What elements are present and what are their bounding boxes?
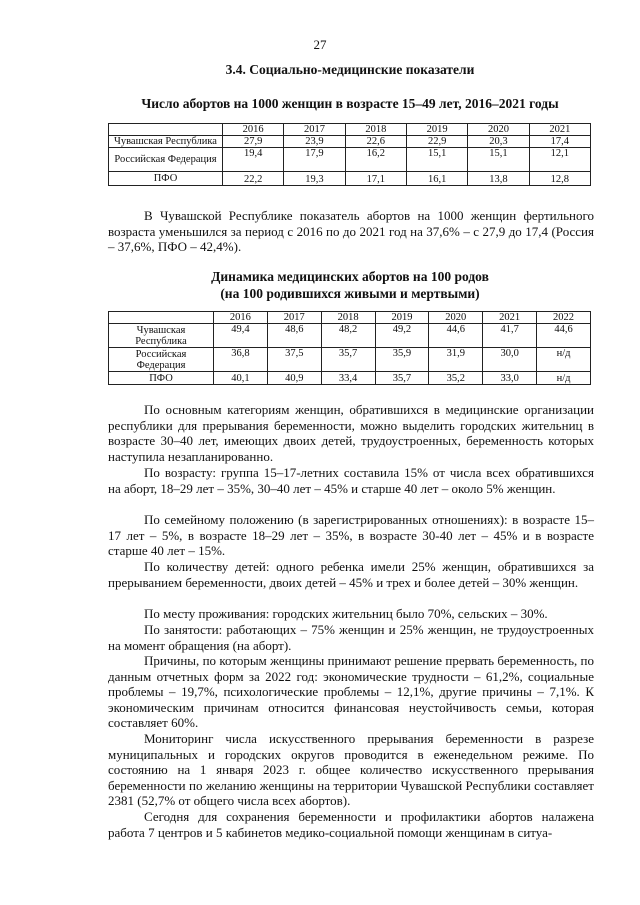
year-header: 2020 xyxy=(468,124,529,136)
table2-title-line1: Динамика медицинских абортов на 100 родов xyxy=(211,269,489,284)
year-header: 2021 xyxy=(529,124,590,136)
table-cell: 33,4 xyxy=(321,372,375,385)
year-header: 2016 xyxy=(223,124,284,136)
table-cell: 40,9 xyxy=(267,372,321,385)
table-header-row xyxy=(109,312,591,324)
page-number: 27 xyxy=(313,37,327,52)
paragraph-by-age: По возрасту: группа 15–17-летних составила 15% от числа всех обратившихся на аборт, 18–29 лет – 35%, 30–40 лет – 45% и старше 40 лет – около 5% женщин. xyxy=(108,465,594,496)
year-header: 2018 xyxy=(321,312,375,324)
paragraph-monitoring: Мониторинг числа искусственного прерывания беременности в разрезе муниципальных и городских округов проводится в еженедельном режиме. По состоянию на 1 января 2023 г. общее количество искусственного прерывания беременности по желанию женщины на территории Чувашской Республики составляет 2381 (52,7% от общего числа всех абортов). xyxy=(108,731,594,808)
table-cell: 12,1 xyxy=(529,148,590,172)
table-cell: н/д xyxy=(537,372,591,385)
paragraph-by-residence: По месту проживания: городских жительниц было 70%, сельских – 30%. xyxy=(144,606,548,621)
table-cell: 44,6 xyxy=(429,324,483,348)
table-corner-cell xyxy=(109,124,223,136)
year-header: 2020 xyxy=(429,312,483,324)
paragraph-categories: По основным категориям женщин, обратившихся в медицинские организации республики для прерывания беременности, можно выделить городских жительниц в возрасте 30–40 лет, имеющих двоих детей, трудоустроенных, беременность которых наступила незапланированно. xyxy=(108,402,594,464)
table-cell: 40,1 xyxy=(214,372,268,385)
table-cell: 35,2 xyxy=(429,372,483,385)
abortions-per-100-births-table xyxy=(108,311,591,385)
table-cell: 49,2 xyxy=(375,324,429,348)
table2-title-line2: (на 100 родившихся живыми и мертвыми) xyxy=(220,286,480,301)
table-cell: 37,5 xyxy=(267,348,321,372)
table-cell: 49,4 xyxy=(214,324,268,348)
table-cell: 30,0 xyxy=(483,348,537,372)
table-row xyxy=(109,172,591,186)
table-row xyxy=(109,372,591,385)
year-header: 2022 xyxy=(537,312,591,324)
row-label: ПФО xyxy=(109,372,214,385)
table2-title xyxy=(110,268,590,302)
table-cell: 17,1 xyxy=(345,172,406,186)
paragraph-centers: Сегодня для сохранения беременности и профилактики абортов налажена работа 7 центров и 5 кабинетов медико-социальной помощи женщинам в ситуа- xyxy=(108,809,594,840)
paragraph-abortion-trend: В Чувашской Республике показатель абортов на 1000 женщин фертильного возраста уменьшился за период с 2016 по до 2021 год на 37,6% – с 27,9 до 17,4 (Россия – 37,6%, ПФО – 42,4%). xyxy=(108,208,594,254)
table-cell: 44,6 xyxy=(537,324,591,348)
table-cell: 41,7 xyxy=(483,324,537,348)
table-cell: 17,4 xyxy=(529,136,590,148)
table-row xyxy=(109,136,591,148)
table-cell: 19,3 xyxy=(284,172,345,186)
table-cell: 19,4 xyxy=(223,148,284,172)
table-cell: 20,3 xyxy=(468,136,529,148)
table-cell: 16,2 xyxy=(345,148,406,172)
table-cell: 23,9 xyxy=(284,136,345,148)
paragraph-by-children: По количеству детей: одного ребенка имели 25% женщин, обратившихся за прерыванием беременности, двоих детей – 45% и трех и более детей – 30% женщин. xyxy=(108,559,594,590)
paragraph-reasons: Причины, по которым женщины принимают решение прервать беременность, по данным отчетных форм за 2022 год: экономические трудности – 61,2%, социальные проблемы – 19,7%, психологические проблемы – 12,1%, другие причины – 7,1%. К экономическим причинам относится финансовая неустойчивость семьи, которая составляет 60%. xyxy=(108,653,594,730)
year-header: 2019 xyxy=(375,312,429,324)
year-header: 2017 xyxy=(267,312,321,324)
table-cell: 12,8 xyxy=(529,172,590,186)
table-cell: 22,6 xyxy=(345,136,406,148)
abortions-per-1000-table xyxy=(108,123,591,186)
table-cell: 27,9 xyxy=(223,136,284,148)
table-cell: 15,1 xyxy=(468,148,529,172)
paragraph-by-marital-status: По семейному положению (в зарегистрированных отношениях): в возрасте 15–17 лет – 5%, в возрасте 18–29 лет – 35%, в возрасте 30-40 лет – 45% и в возрасте старше 40 лет – 15%. xyxy=(108,512,594,558)
row-label: Российская Федерация xyxy=(109,148,223,172)
year-header: 2017 xyxy=(284,124,345,136)
section-title: 3.4. Социально-медицинские показатели xyxy=(225,62,475,77)
table-cell: 31,9 xyxy=(429,348,483,372)
table-cell: 48,2 xyxy=(321,324,375,348)
year-header: 2021 xyxy=(483,312,537,324)
table-cell: 22,9 xyxy=(406,136,467,148)
row-label: Российская Федерация xyxy=(109,348,214,372)
table-row xyxy=(109,324,591,348)
table-cell: н/д xyxy=(537,348,591,372)
table-row xyxy=(109,148,591,172)
table-cell: 22,2 xyxy=(223,172,284,186)
table-header-row xyxy=(109,124,591,136)
table-cell: 15,1 xyxy=(406,148,467,172)
table1-title: Число абортов на 1000 женщин в возрасте 15–49 лет, 2016–2021 годы xyxy=(141,96,559,111)
row-label: Чувашская Республика xyxy=(109,324,214,348)
table-cell: 48,6 xyxy=(267,324,321,348)
table-cell: 35,7 xyxy=(375,372,429,385)
paragraph-by-employment: По занятости: работающих – 75% женщин и 25% женщин, не трудоустроенных на момент обращения (на аборт). xyxy=(108,622,594,653)
year-header: 2016 xyxy=(214,312,268,324)
table-cell: 36,8 xyxy=(214,348,268,372)
year-header: 2019 xyxy=(406,124,467,136)
year-header: 2018 xyxy=(345,124,406,136)
row-label: ПФО xyxy=(109,172,223,186)
table-cell: 13,8 xyxy=(468,172,529,186)
table-row xyxy=(109,348,591,372)
table-cell: 16,1 xyxy=(406,172,467,186)
table-corner-cell xyxy=(109,312,214,324)
table-cell: 17,9 xyxy=(284,148,345,172)
table-cell: 33,0 xyxy=(483,372,537,385)
table-cell: 35,9 xyxy=(375,348,429,372)
row-label: Чувашская Республика xyxy=(109,136,223,148)
table-cell: 35,7 xyxy=(321,348,375,372)
